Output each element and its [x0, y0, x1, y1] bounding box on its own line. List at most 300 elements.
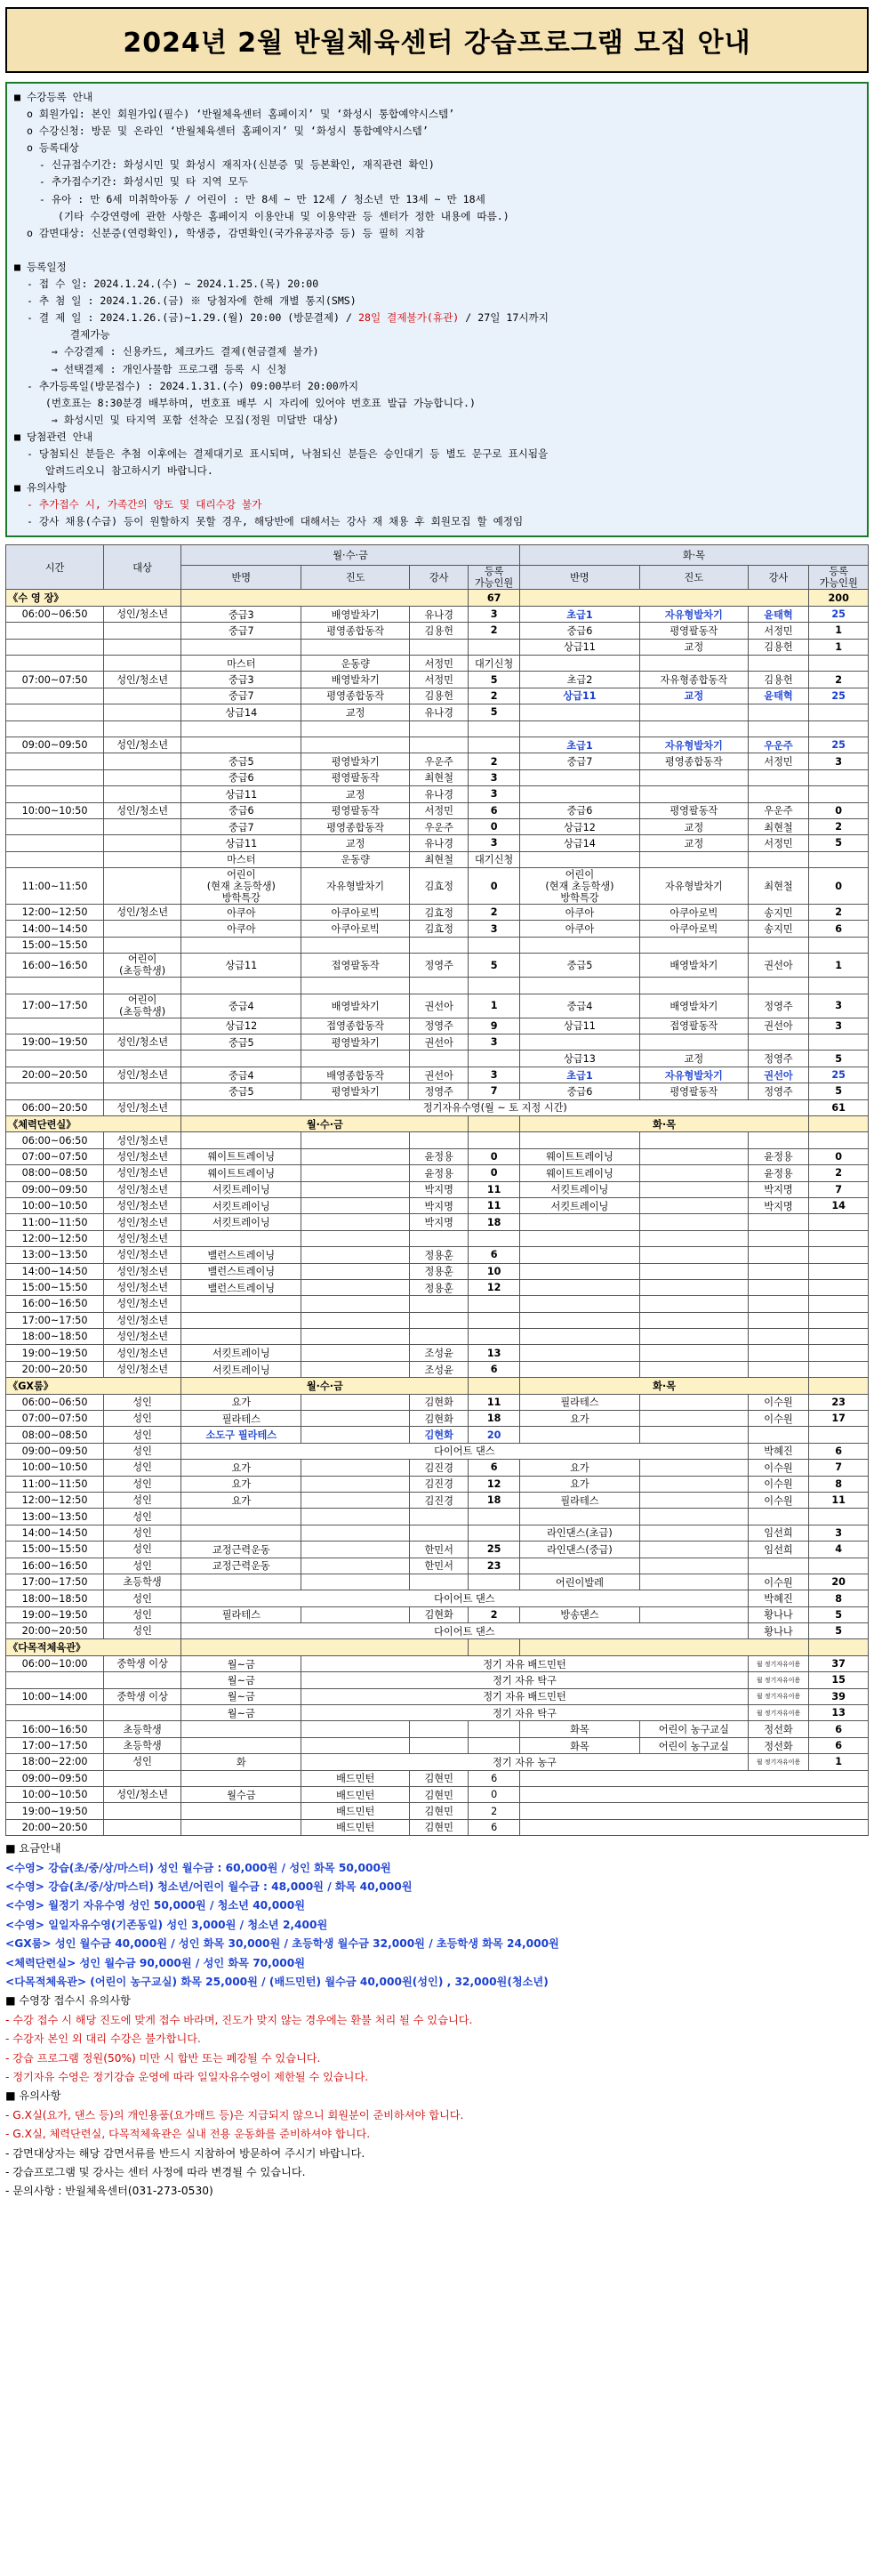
progress-cell: 자유형종합동작: [640, 672, 749, 688]
target-cell: 성인/청소년: [104, 1181, 181, 1197]
capacity-cell: [809, 656, 869, 672]
capacity-cell: 6: [469, 1770, 519, 1786]
teacher-cell: [409, 639, 468, 655]
note-line: - 감면대상자는 해당 감면서류를 반드시 지참하여 방문하여 주시기 바랍니다.: [5, 2146, 365, 2160]
table-row: [6, 1181, 869, 1197]
capacity-cell: 5: [809, 1051, 869, 1067]
class-cell: 웨이트트레이닝: [519, 1165, 639, 1181]
teacher-cell: 김진경: [409, 1476, 468, 1492]
capacity-cell: 5: [809, 1606, 869, 1622]
class-cell: 중급4: [181, 1067, 301, 1083]
teacher-cell: 조성윤: [409, 1361, 468, 1377]
teacher-cell: 권선아: [409, 1034, 468, 1051]
teacher-cell: [748, 1230, 809, 1246]
teacher-cell: 김현화: [409, 1606, 468, 1622]
teacher-cell: [409, 1051, 468, 1067]
class-cell: 마스터: [181, 851, 301, 867]
note-line: - 수강 접수 시 해당 진도에 맞게 접수 바라며, 진도가 맞지 않는 경우에는 환불 처리 될 수 있습니다.: [5, 2013, 473, 2026]
target-cell: 성인/청소년: [104, 1099, 181, 1115]
teacher-cell: [748, 1263, 809, 1279]
section-cap-mwf: 67: [469, 590, 519, 606]
capacity-cell: [809, 1296, 869, 1312]
day-cell: 화: [181, 1754, 301, 1770]
progress-cell: [640, 1427, 749, 1443]
progress-cell: 접영팔동작: [640, 1018, 749, 1034]
teacher-cell: [748, 786, 809, 802]
header-mwf: 월·수·금: [181, 545, 520, 566]
capacity-cell: 6: [809, 1737, 869, 1753]
class-cell: [519, 1427, 639, 1443]
target-cell: 성인: [104, 1558, 181, 1574]
time-cell: [6, 769, 104, 785]
class-cell: [181, 1525, 301, 1541]
time-cell: 09:00~09:50: [6, 737, 104, 753]
class-cell: 상급11: [181, 786, 301, 802]
capacity-cell: 2: [469, 1803, 519, 1819]
progress-cell: [301, 1361, 410, 1377]
target-cell: 성인/청소년: [104, 1230, 181, 1246]
time-cell: [6, 623, 104, 639]
progress-cell: [301, 1051, 410, 1067]
teacher-cell: 윤정용: [409, 1148, 468, 1164]
class-cell: 중급6: [519, 1083, 639, 1099]
section-row: [6, 590, 869, 606]
target-cell: [104, 1819, 181, 1835]
target-cell: 중학생 이상: [104, 1688, 181, 1704]
teacher-cell: 최현철: [409, 769, 468, 785]
target-cell: 성인: [104, 1542, 181, 1558]
progress-cell: [640, 1263, 749, 1279]
note-line: - 강습프로그램 및 강사는 센터 사정에 따라 변경될 수 있습니다.: [5, 2166, 306, 2179]
class-cell: 요가: [181, 1460, 301, 1476]
time-cell: 14:00~14:50: [6, 921, 104, 937]
class-cell: 아쿠아: [519, 905, 639, 921]
teacher-cell: [748, 1279, 809, 1295]
progress-cell: [301, 1345, 410, 1361]
class-cell: 아쿠아: [181, 921, 301, 937]
capacity-cell: 37: [809, 1655, 869, 1671]
table-row: [6, 688, 869, 704]
progress-cell: [640, 1181, 749, 1197]
progress-cell: 배영발차기: [301, 672, 410, 688]
table-row: [6, 1574, 869, 1590]
table-row: [6, 1067, 869, 1083]
capacity-cell: 6: [469, 802, 519, 818]
teacher-cell: 임선희: [748, 1525, 809, 1541]
teacher-cell: 박지명: [409, 1197, 468, 1213]
time-cell: 16:00~16:50: [6, 1296, 104, 1312]
teacher-cell: 박지명: [409, 1181, 468, 1197]
teacher-cell: [748, 1312, 809, 1328]
target-cell: [104, 623, 181, 639]
target-cell: 초등학생: [104, 1737, 181, 1753]
time-cell: 10:00~10:50: [6, 802, 104, 818]
capacity-cell: 5: [469, 954, 519, 978]
table-row: [6, 1296, 869, 1312]
target-cell: 어린이 (초등학생): [104, 994, 181, 1018]
progress-cell: 배영종합동작: [301, 1067, 410, 1083]
capacity-cell: 1: [809, 1754, 869, 1770]
capacity-cell: 0: [809, 1148, 869, 1164]
progress-cell: 자유형발차기: [640, 606, 749, 622]
teacher-cell: 김현민: [409, 1803, 468, 1819]
teacher-cell: 박지명: [748, 1181, 809, 1197]
progress-cell: [301, 1574, 410, 1590]
capacity-cell: 3: [469, 835, 519, 851]
table-row: [6, 1803, 869, 1819]
class-cell: 중급7: [181, 688, 301, 704]
time-cell: 08:00~08:50: [6, 1427, 104, 1443]
target-cell: [104, 688, 181, 704]
time-cell: 07:00~07:50: [6, 1148, 104, 1164]
note-line: - 문의사항 : 반월체육센터(031-273-0530): [5, 2185, 213, 2198]
progress-cell: 자유형발차기: [640, 737, 749, 753]
note-line: - G.X실, 체력단련실, 다목적체육관은 실내 전용 운동화를 준비하셔야 합니다.: [5, 2128, 371, 2141]
empty-cell: [519, 1787, 868, 1803]
progress-cell: [640, 1247, 749, 1263]
capacity-cell: [809, 1558, 869, 1574]
time-cell: 11:00~11:50: [6, 1476, 104, 1492]
teacher-cell: 박혜진: [748, 1590, 809, 1606]
progress-cell: 교정: [301, 835, 410, 851]
capacity-cell: 5: [809, 835, 869, 851]
class-cell: 상급12: [519, 818, 639, 834]
class-cell: [181, 1312, 301, 1328]
table-row: [6, 1099, 869, 1115]
class-cell: 서킷트레이닝: [181, 1345, 301, 1361]
time-cell: 11:00~11:50: [6, 868, 104, 905]
capacity-cell: [809, 1263, 869, 1279]
table-row: [6, 1672, 869, 1688]
notice-line: ■ 당첨관련 안내: [14, 430, 93, 443]
header-target: 대상: [104, 545, 181, 590]
time-cell: [6, 1051, 104, 1067]
time-cell: 10:00~10:50: [6, 1787, 104, 1803]
progress-cell: [301, 737, 410, 753]
class-cell: [181, 1132, 301, 1148]
target-cell: 성인/청소년: [104, 606, 181, 622]
class-cell: 중급3: [181, 672, 301, 688]
target-cell: 초등학생: [104, 1721, 181, 1737]
progress-cell: [301, 1394, 410, 1410]
class-cell: [181, 1721, 301, 1737]
target-cell: 성인: [104, 1411, 181, 1427]
progress-cell: 어린이 농구교실: [640, 1737, 749, 1753]
class-cell: [519, 769, 639, 785]
capacity-cell: [469, 737, 519, 753]
progress-cell: [301, 1247, 410, 1263]
header-progress: 진도: [640, 566, 749, 590]
teacher-cell: 유나경: [409, 606, 468, 622]
progress-cell: 운동량: [301, 656, 410, 672]
class-cell: 마스터: [181, 656, 301, 672]
table-row: [6, 1509, 869, 1525]
progress-cell: [301, 1312, 410, 1328]
notice-line: - 추가접수 시, 가족간의 양도 및 대리수강 불가: [14, 498, 262, 511]
teacher-cell: 황나나: [748, 1623, 809, 1639]
target-cell: 성인: [104, 1492, 181, 1508]
progress-cell: 접영종합동작: [301, 1018, 410, 1034]
capacity-cell: [809, 1132, 869, 1148]
capacity-cell: 2: [809, 672, 869, 688]
table-row: [6, 1148, 869, 1164]
table-row: [6, 802, 869, 818]
time-cell: [6, 704, 104, 720]
capacity-cell: 20: [809, 1574, 869, 1590]
section-row: [6, 1115, 869, 1131]
time-cell: 18:00~22:00: [6, 1754, 104, 1770]
class-cell: 교정근력운동: [181, 1558, 301, 1574]
table-row: [6, 1197, 869, 1213]
time-cell: 11:00~11:50: [6, 1214, 104, 1230]
progress-cell: 어린이 농구교실: [640, 1721, 749, 1737]
capacity-cell: 2: [809, 1165, 869, 1181]
progress-cell: 평영종합동작: [301, 818, 410, 834]
fee-line: <수영> 강습(초/중/상/마스터) 청소년/어린이 월수금 : 48,000원 / 화목 40,000원: [5, 1880, 413, 1893]
teacher-cell: 김효정: [409, 905, 468, 921]
capacity-cell: 7: [809, 1181, 869, 1197]
capacity-cell: 3: [809, 753, 869, 769]
section-tt: 화·목: [519, 1115, 809, 1131]
table-row: [6, 753, 869, 769]
program-span: 정기 자유 배드민턴: [301, 1688, 748, 1704]
progress-cell: [301, 1181, 410, 1197]
target-cell: 성인/청소년: [104, 1034, 181, 1051]
teacher-cell: 송지민: [748, 921, 809, 937]
target-cell: [104, 656, 181, 672]
table-row: [6, 937, 869, 953]
progress-cell: 평영종합동작: [640, 753, 749, 769]
target-cell: 성인/청소년: [104, 1067, 181, 1083]
note-cell: 월 정기자유이용: [748, 1754, 809, 1770]
table-row: [6, 978, 869, 994]
time-cell: [6, 818, 104, 834]
time-cell: 16:00~16:50: [6, 1721, 104, 1737]
progress-cell: [640, 1165, 749, 1181]
target-cell: 성인/청소년: [104, 1787, 181, 1803]
class-cell: 교정근력운동: [181, 1542, 301, 1558]
table-row: [6, 704, 869, 720]
progress-cell: [640, 1329, 749, 1345]
progress-cell: 평영팔동작: [301, 802, 410, 818]
teacher-cell: 정영주: [748, 1051, 809, 1067]
progress-cell: [301, 1542, 410, 1558]
page-title: 2024년 2월 반월체육센터 강습프로그램 모집 안내: [5, 7, 869, 73]
capacity-cell: 5: [809, 1083, 869, 1099]
teacher-cell: 서정민: [409, 656, 468, 672]
capacity-cell: 5: [469, 704, 519, 720]
header-class: 반명: [181, 566, 301, 590]
capacity-cell: 3: [469, 769, 519, 785]
program-span: 정기 자유 탁구: [301, 1672, 748, 1688]
section-tt: [519, 590, 809, 606]
teacher-cell: [409, 737, 468, 753]
time-cell: 19:00~19:50: [6, 1034, 104, 1051]
note-cell: 월 정기자유이용: [748, 1705, 809, 1721]
progress-cell: [301, 937, 410, 953]
class-cell: [181, 1329, 301, 1345]
capacity-cell: 9: [469, 1018, 519, 1034]
capacity-cell: [469, 1051, 519, 1067]
capacity-cell: 0: [809, 802, 869, 818]
note-cell: 월 정기자유이용: [748, 1655, 809, 1671]
capacity-cell: [809, 1329, 869, 1345]
teacher-cell: [409, 978, 468, 994]
capacity-cell: 11: [469, 1197, 519, 1213]
target-cell: [104, 835, 181, 851]
class-cell: 중급6: [181, 802, 301, 818]
class-cell: 웨이트트레이닝: [181, 1148, 301, 1164]
class-cell: [519, 1509, 639, 1525]
table-row: [6, 1034, 869, 1051]
class-cell: [519, 1263, 639, 1279]
target-cell: [104, 769, 181, 785]
teacher-cell: 김현화: [409, 1394, 468, 1410]
class-cell: [519, 1247, 639, 1263]
fee-line: <GX룸> 성인 월수금 40,000원 / 성인 화목 30,000원 / 초등학생 월수금 32,000원 / 초등학생 화목 24,000원: [5, 1937, 559, 1951]
time-cell: 20:00~20:50: [6, 1623, 104, 1639]
target-cell: [104, 818, 181, 834]
class-cell: 어린이 (현재 초등학생) 방학특강: [519, 868, 639, 905]
teacher-cell: [409, 1737, 468, 1753]
day-cell: 월~금: [181, 1688, 301, 1704]
notice-line: 결제가능: [14, 328, 110, 342]
teacher-cell: 서정민: [748, 753, 809, 769]
teacher-cell: 정용훈: [409, 1263, 468, 1279]
teacher-cell: 정영주: [409, 1083, 468, 1099]
progress-cell: [640, 1542, 749, 1558]
time-cell: 09:00~09:50: [6, 1443, 104, 1459]
teacher-cell: [409, 1296, 468, 1312]
notice-line: - 추 첨 일 : 2024.1.26.(금) ※ 당첨자에 한해 개별 통지(SMS): [14, 294, 357, 308]
capacity-cell: 2: [469, 623, 519, 639]
time-cell: 10:00~14:00: [6, 1688, 104, 1704]
class-cell: 상급14: [181, 704, 301, 720]
progress-cell: [640, 1279, 749, 1295]
class-cell: 상급11: [519, 1018, 639, 1034]
table-row: [6, 720, 869, 737]
teacher-cell: 우운주: [409, 753, 468, 769]
capacity-cell: [809, 704, 869, 720]
progress-cell: 평영팔동작: [640, 623, 749, 639]
empty-cell: [519, 1770, 868, 1786]
teacher-cell: [748, 1509, 809, 1525]
capacity-cell: 6: [469, 1460, 519, 1476]
capacity-cell: 10: [469, 1263, 519, 1279]
teacher-cell: 서정민: [409, 802, 468, 818]
table-row: [6, 1443, 869, 1459]
teacher-cell: 박지명: [409, 1214, 468, 1230]
target-cell: 성인/청소년: [104, 1312, 181, 1328]
section-mwf: 월·수·금: [181, 1115, 469, 1131]
teacher-cell: [748, 1034, 809, 1051]
fee-line: <수영> 월정기 자유수영 성인 50,000원 / 청소년 40,000원: [5, 1899, 306, 1912]
capacity-cell: 4: [809, 1542, 869, 1558]
capacity-cell: 25: [469, 1542, 519, 1558]
table-row: [6, 1279, 869, 1295]
teacher-cell: 권선아: [409, 994, 468, 1018]
capacity-cell: [809, 1247, 869, 1263]
class-cell: 중급5: [181, 753, 301, 769]
progress-cell: [640, 1197, 749, 1213]
registration-notice: [5, 82, 869, 537]
table-row: [6, 623, 869, 639]
teacher-cell: [748, 1247, 809, 1263]
capacity-cell: 2: [469, 753, 519, 769]
time-cell: 06:00~20:50: [6, 1099, 104, 1115]
teacher-cell: 윤정용: [409, 1165, 468, 1181]
section-mwf: [181, 590, 469, 606]
progress-cell: [301, 1411, 410, 1427]
progress-cell: [301, 1296, 410, 1312]
table-row: [6, 1688, 869, 1704]
target-cell: 성인/청소년: [104, 1263, 181, 1279]
time-cell: 16:00~16:50: [6, 1558, 104, 1574]
capacity-cell: 2: [469, 905, 519, 921]
class-cell: [181, 737, 301, 753]
class-cell: 라인댄스(초급): [519, 1525, 639, 1541]
capacity-cell: 14: [809, 1197, 869, 1213]
class-cell: [519, 1279, 639, 1295]
target-cell: 성인: [104, 1460, 181, 1476]
teacher-cell: 유나경: [409, 786, 468, 802]
capacity-cell: 13: [469, 1345, 519, 1361]
progress-cell: [640, 1230, 749, 1246]
capacity-cell: 0: [809, 868, 869, 905]
teacher-cell: 김현화: [409, 1427, 468, 1443]
class-cell: [519, 851, 639, 867]
teacher-cell: 김용헌: [748, 639, 809, 655]
teacher-cell: 서정민: [409, 672, 468, 688]
notice-line: ⇒ 화성시민 및 타지역 포함 선착순 모집(정원 미달반 대상): [14, 413, 340, 426]
target-cell: 성인: [104, 1509, 181, 1525]
capacity-cell: 13: [809, 1705, 869, 1721]
capacity-cell: [469, 639, 519, 655]
teacher-cell: 이수원: [748, 1574, 809, 1590]
class-cell: 중급6: [181, 769, 301, 785]
capacity-cell: [469, 937, 519, 953]
capacity-cell: 0: [469, 868, 519, 905]
teacher-cell: 최현철: [409, 851, 468, 867]
capacity-cell: [469, 1329, 519, 1345]
capacity-cell: 3: [809, 994, 869, 1018]
teacher-cell: 박지명: [748, 1197, 809, 1213]
class-cell: [181, 1296, 301, 1312]
teacher-cell: 김용헌: [748, 672, 809, 688]
teacher-cell: 김용헌: [409, 688, 468, 704]
table-row: [6, 835, 869, 851]
program-span: 정기 자유 탁구: [301, 1705, 748, 1721]
progress-cell: 자유형발차기: [640, 868, 749, 905]
time-cell: [6, 835, 104, 851]
class-cell: [519, 1345, 639, 1361]
progress-cell: 평영팔동작: [640, 1083, 749, 1099]
capacity-cell: [809, 978, 869, 994]
progress-cell: 아쿠아로빅: [301, 905, 410, 921]
progress-cell: [301, 1214, 410, 1230]
class-cell: 화목: [519, 1737, 639, 1753]
class-cell: 필라테스: [181, 1606, 301, 1622]
class-cell: [181, 937, 301, 953]
capacity-cell: 11: [809, 1492, 869, 1508]
progress-cell: [301, 1427, 410, 1443]
teacher-cell: [748, 1132, 809, 1148]
table-row: [6, 639, 869, 655]
capacity-cell: 5: [809, 1623, 869, 1639]
progress-cell: [640, 786, 749, 802]
progress-cell: [640, 704, 749, 720]
time-cell: 06:00~06:50: [6, 1132, 104, 1148]
